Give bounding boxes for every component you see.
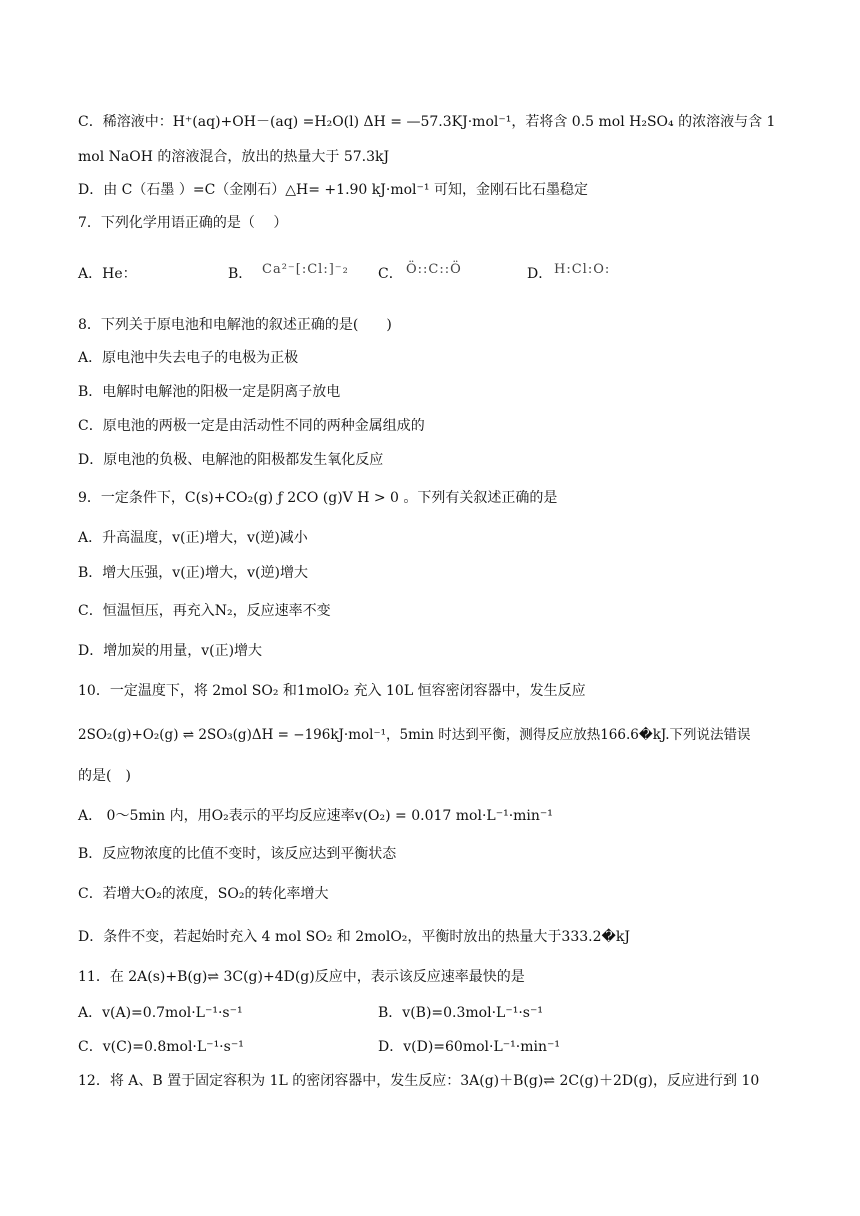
q8-option-a: A．原电池中失去电子的电极为正极 (78, 350, 299, 366)
q6-option-c-cont: mol NaOH 的溶液混合，放出的热量大于 57.3kJ (78, 149, 390, 165)
q10-equation: 2SO₂(g)+O₂(g) ⇌ 2SO₃(g)ΔH = −196kJ·mol⁻¹，5min 时达到平衡，测得反应放热166.6�kJ.下列说法错误 (78, 727, 751, 743)
q10-option-d: D．条件不变，若起始时充入 4 mol SO₂ 和 2molO₂，平衡时放出的热量大于333.2�kJ (78, 929, 630, 945)
q9-option-a: A．升高温度，v(正)增大，v(逆)减小 (78, 530, 308, 546)
q9-option-d: D．增加炭的用量，v(正)增大 (78, 643, 263, 659)
q7-option-c-label: C． (378, 266, 403, 282)
q7-option-a: A．He： (78, 266, 137, 282)
q10-option-a: A． 0～5min 内，用O₂表示的平均反应速率v(O₂) = 0.017 mol·L⁻¹·min⁻¹ (78, 808, 553, 824)
q7-option-d-formula: H:Cl:O: (554, 262, 611, 277)
q11-option-a: A．v(A)=0.7mol·L⁻¹·s⁻¹ (78, 1005, 243, 1021)
q8-stem: 8．下列关于原电池和电解池的叙述正确的是( ) (78, 317, 392, 333)
q12-stem: 12．将 A、B 置于固定容积为 1L 的密闭容器中，发生反应：3A(g)＋B(g)⇌ 2C(g)＋2D(g)，反应进行到 10 (78, 1073, 760, 1089)
q9-option-b: B．增大压强，v(正)增大，v(逆)增大 (78, 565, 308, 581)
q6-option-c: C．稀溶液中：H⁺(aq)+OH－(aq) =H₂O(l) ΔH = —57.3KJ·mol⁻¹，若将含 0.5 mol H₂SO₄ 的浓溶液与含 1 (78, 114, 776, 130)
q7-option-c-formula: Ö::C::Ö (406, 262, 462, 277)
q9-stem: 9．一定条件下，C(s)+CO₂(g) ƒ 2CO (g)V H > 0 。下列有关叙述正确的是 (78, 490, 558, 506)
q6-option-d: D．由 C（石墨 ）=C（金刚石）△H= +1.90 kJ·mol⁻¹ 可知，金刚石比石墨稳定 (78, 182, 588, 198)
q8-option-b: B．电解时电解池的阳极一定是阴离子放电 (78, 384, 341, 400)
q8-option-c: C．原电池的两极一定是由活动性不同的两种金属组成的 (78, 418, 425, 434)
q10-option-b: B．反应物浓度的比值不变时，该反应达到平衡状态 (78, 846, 397, 862)
q7-stem: 7．下列化学用语正确的是（ ） (78, 215, 288, 231)
q11-option-b: B．v(B)=0.3mol·L⁻¹·s⁻¹ (378, 1005, 543, 1021)
q11-option-c: C．v(C)=0.8mol·L⁻¹·s⁻¹ (78, 1039, 244, 1055)
q10-stem: 10．一定温度下，将 2mol SO₂ 和1molO₂ 充入 10L 恒容密闭容器中，发生反应 (78, 683, 586, 699)
q11-option-d: D．v(D)=60mol·L⁻¹·min⁻¹ (378, 1039, 560, 1055)
q8-option-d: D．原电池的负极、电解池的阳极都发生氧化反应 (78, 452, 384, 468)
q10-stem-end: 的是( ) (78, 768, 131, 784)
q9-option-c: C．恒温恒压，再充入N₂，反应速率不变 (78, 603, 331, 619)
q7-option-b-formula: Ca²⁻[:Cl:]⁻₂ (262, 262, 349, 277)
q7-option-d-label: D． (527, 266, 553, 282)
q10-option-c: C．若增大O₂的浓度，SO₂的转化率增大 (78, 886, 329, 902)
q11-stem: 11．在 2A(s)+B(g)⇌ 3C(g)+4D(g)反应中，表示该反应速率最快的是 (78, 969, 525, 985)
q7-option-b-label: B． (228, 266, 253, 282)
